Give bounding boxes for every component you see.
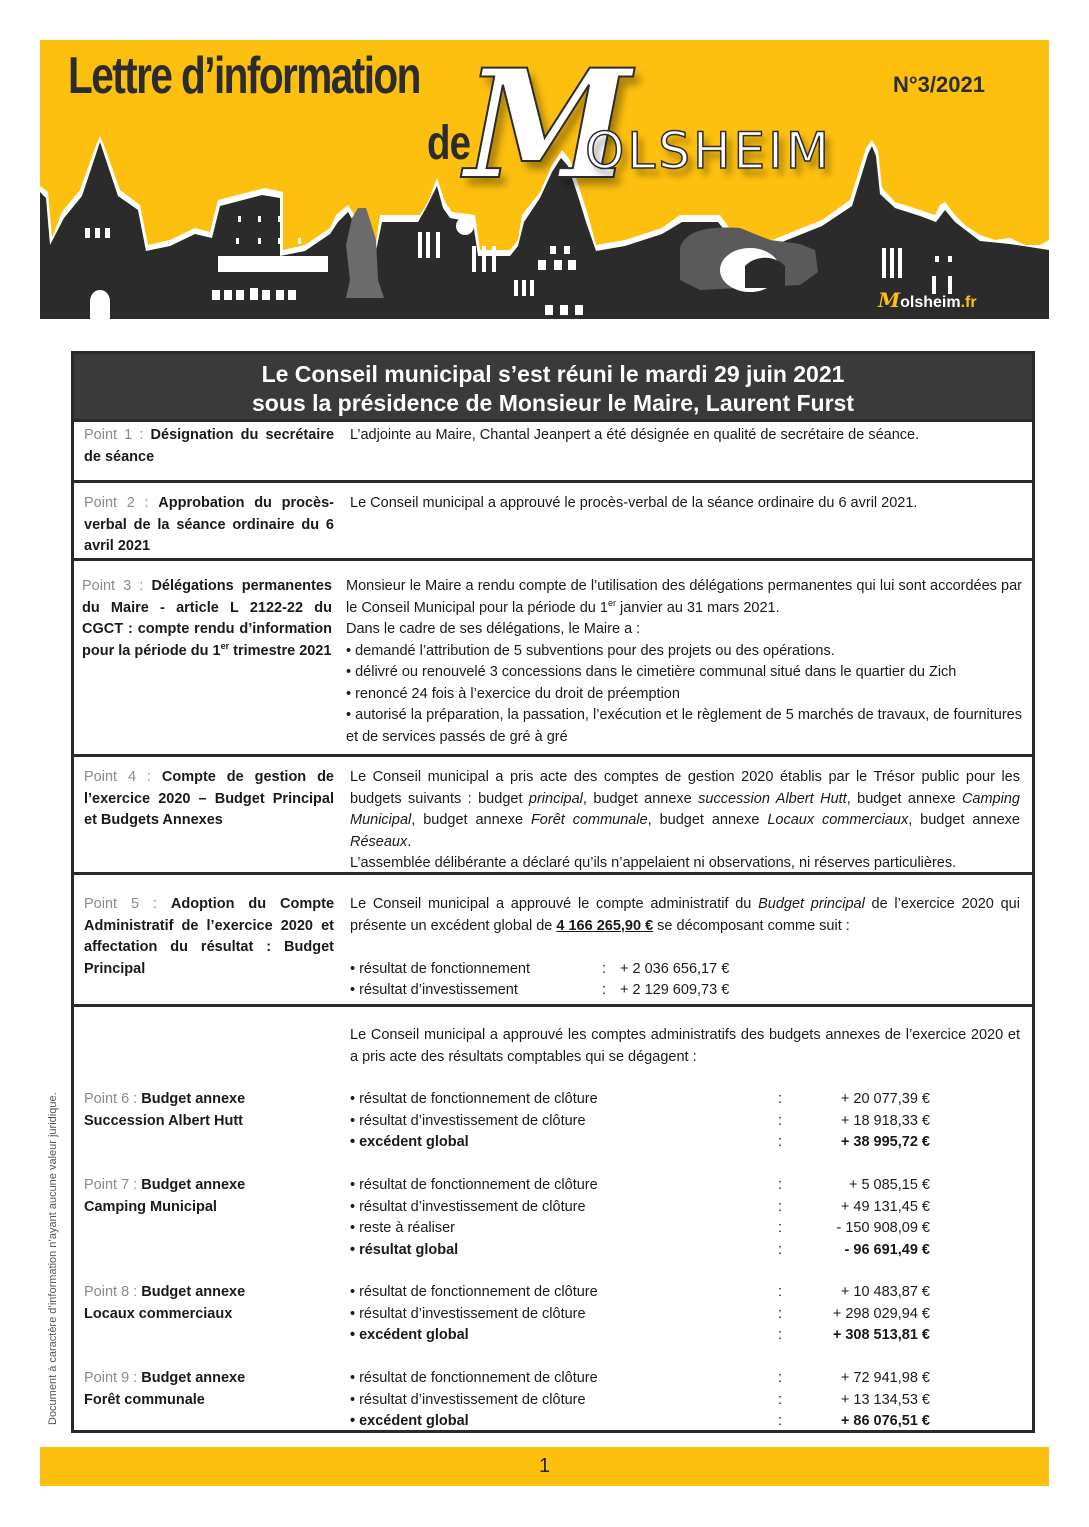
point-1-row	[74, 422, 1032, 483]
result-line: • résultat de fonctionnement de clôture : + 5 085,15 €	[350, 1177, 930, 1193]
meeting-header	[74, 354, 1032, 422]
point-4-row	[74, 757, 1032, 875]
molsheim-logo-initial: M	[465, 40, 632, 213]
point-3-row	[74, 561, 1032, 757]
point-9-title: Point 9 : Budget annexe Forêt communale	[84, 1370, 246, 1408]
point-6-results	[350, 1089, 1020, 1154]
molsheim-logo-text: OLSHEIM	[585, 122, 833, 180]
meeting-header-line2: sous la présidence de Monsieur le Maire, Laurent Furst	[252, 390, 854, 416]
site-logo-name: olsheim	[900, 294, 961, 311]
point-2-body: Le Conseil municipal a approuvé le procès-verbal de la séance ordinaire du 6 avril 2021.	[350, 495, 918, 511]
issue-number: N°3/2021	[893, 72, 985, 97]
annexes-intro: Le Conseil municipal a approuvé les comptes administratifs des budgets annexes de l’exercice 2020 et a pris acte des résultats comptables qui se dégagent :	[350, 1027, 1020, 1065]
point-4-title: Point 4 : Compte de gestion de l’exercice 2020 – Budget Principal et Budgets Annexes	[84, 769, 334, 828]
point-7-title: Point 7 : Budget annexe Camping Municipal	[84, 1177, 246, 1215]
result-line: • résultat de fonctionnement : + 2 036 656,17 €	[350, 960, 730, 977]
result-line: • résultat d’investissement de clôture : + 18 918,33 €	[350, 1112, 930, 1129]
meeting-header-line1: Le Conseil municipal s’est réuni le mardi 29 juin 2021	[261, 361, 845, 387]
point-5-body: Le Conseil municipal a approuvé le compte administratif du Budget principal de l’exercice 2020 qui présente un excédent global de 4 166 265,90 € se décomposant comme suit : • résultat de fonctionnement : + 2 036 656,17 € • résultat d’investissement : + 2 129 609,73 €	[350, 894, 1020, 1002]
point-9-results	[350, 1368, 1020, 1433]
result-line: • résultat d’investissement de clôture : + 13 134,53 €	[350, 1391, 930, 1408]
council-minutes-frame	[71, 351, 1035, 1433]
point-5-title: Point 5 : Adoption du Compte Administratif de l’exercice 2020 et affectation du résultat : Budget Principal	[84, 896, 335, 977]
result-line-total: • résultat global : - 96 691,49 €	[350, 1241, 930, 1258]
point-3-bullet: • autorisé la préparation, la passation, l’exécution et le règlement de 5 marchés de travaux, de fournitures et de services passés de gré à gré	[346, 707, 1022, 745]
result-line: • résultat de fonctionnement de clôture : + 10 483,87 €	[350, 1284, 930, 1300]
newsletter-banner	[40, 40, 1049, 319]
point-3-lead: Dans le cadre de ses délégations, le Maire a :	[346, 621, 641, 637]
point-1-title: Point 1 : Désignation du secrétaire de séance	[84, 427, 335, 465]
point-3-bullet: • délivré ou renouvelé 3 concessions dans le cimetière communal situé dans le quartier du Zich	[346, 664, 957, 680]
page-footer	[40, 1447, 1049, 1486]
point-6-title: Point 6 : Budget annexe Succession Albert Hutt	[84, 1091, 246, 1129]
point-1-body: L’adjointe au Maire, Chantal Jeanpert a été désignée en qualité de secrétaire de séance.	[350, 427, 920, 443]
page-number: 1	[538, 1455, 551, 1477]
result-line: • résultat d’investissement : + 2 129 609,73 €	[350, 982, 730, 998]
result-line: • résultat d’investissement de clôture : + 298 029,94 €	[350, 1305, 930, 1322]
result-line: • reste à réaliser : - 150 908,09 €	[350, 1220, 930, 1236]
result-line: • résultat d’investissement de clôture : + 49 131,45 €	[350, 1198, 930, 1215]
result-line-total: • excédent global : + 86 076,51 €	[350, 1413, 930, 1429]
point-3-bullet: • renoncé 24 fois à l’exercice du droit de préemption	[346, 685, 680, 702]
point-7-results	[350, 1175, 1020, 1261]
point-2-row	[74, 483, 1032, 561]
point-8-title: Point 8 : Budget annexe Locaux commerciaux	[84, 1284, 246, 1322]
result-line-total: • excédent global : + 308 513,81 €	[350, 1327, 930, 1343]
point-2-title: Point 2 : Approbation du procès-verbal de la séance ordinaire du 6 avril 2021	[84, 495, 334, 554]
point-5-row	[74, 875, 1032, 1007]
annexes-row	[74, 1007, 1032, 1437]
point-4-conclusion: L’assemblée délibérante a déclaré qu’ils n’appelaient ni observations, ni réserves particulières.	[350, 855, 957, 871]
newsletter-title: Lettre d’information	[68, 47, 420, 105]
point-3-title: Point 3 : Délégations permanentes du Maire - article L 2122-22 du CGCT : compte rendu d’information pour la période du 1er trimestre 2021	[82, 578, 332, 659]
site-url-logo	[878, 288, 977, 312]
point-4-body: Le Conseil municipal a pris acte des comptes de gestion 2020 établis par le Trésor public pour les budgets suivants : budget principal, budget annexe succession Albert Hutt, budget annexe Camping Municipal, budget annexe Forêt communale, budget annexe Locaux commerciaux, budget annexe Réseaux. L’assemblée délibérante a déclaré qu’ils n’appelaient ni observations, ni réserves particulières.	[350, 767, 1020, 875]
result-line: • résultat de fonctionnement de clôture : + 20 077,39 €	[350, 1091, 930, 1107]
point-3-bullet: • demandé l’attribution de 5 subventions pour des projets ou des opérations.	[346, 642, 835, 659]
newsletter-title-de: de	[427, 117, 471, 170]
result-line: • résultat de fonctionnement de clôture : + 72 941,98 €	[350, 1370, 930, 1386]
site-logo-initial: M	[878, 288, 901, 312]
site-logo-tld: .fr	[960, 294, 977, 311]
point-8-results	[350, 1282, 1020, 1347]
legal-disclaimer: Document à caractère d’information n’ayant aucune valeur juridique.	[47, 1092, 59, 1425]
global-surplus-amount: 4 166 265,90 €	[556, 917, 654, 934]
result-line-total: • excédent global : + 38 995,72 €	[350, 1134, 930, 1150]
point-3-body: Monsieur le Maire a rendu compte de l’utilisation des délégations permanentes qui lui sont accordées par le Conseil Municipal pour la période du 1er janvier au 31 mars 2021. Dans le cadre de ses délégations, le Maire a : • demandé l’attribution de 5 subventions pour des projets ou des opérations. • délivré ou renouvelé 3 concessions dans le cimetière communal situé dans le quartier du Zich • renoncé 24 fois à l’exercice du droit de préemption • autorisé la préparation, la passation, l’exécution et le règlement de 5 marchés de travaux, de fournitures et de services passés de gré à gré	[346, 576, 1022, 748]
